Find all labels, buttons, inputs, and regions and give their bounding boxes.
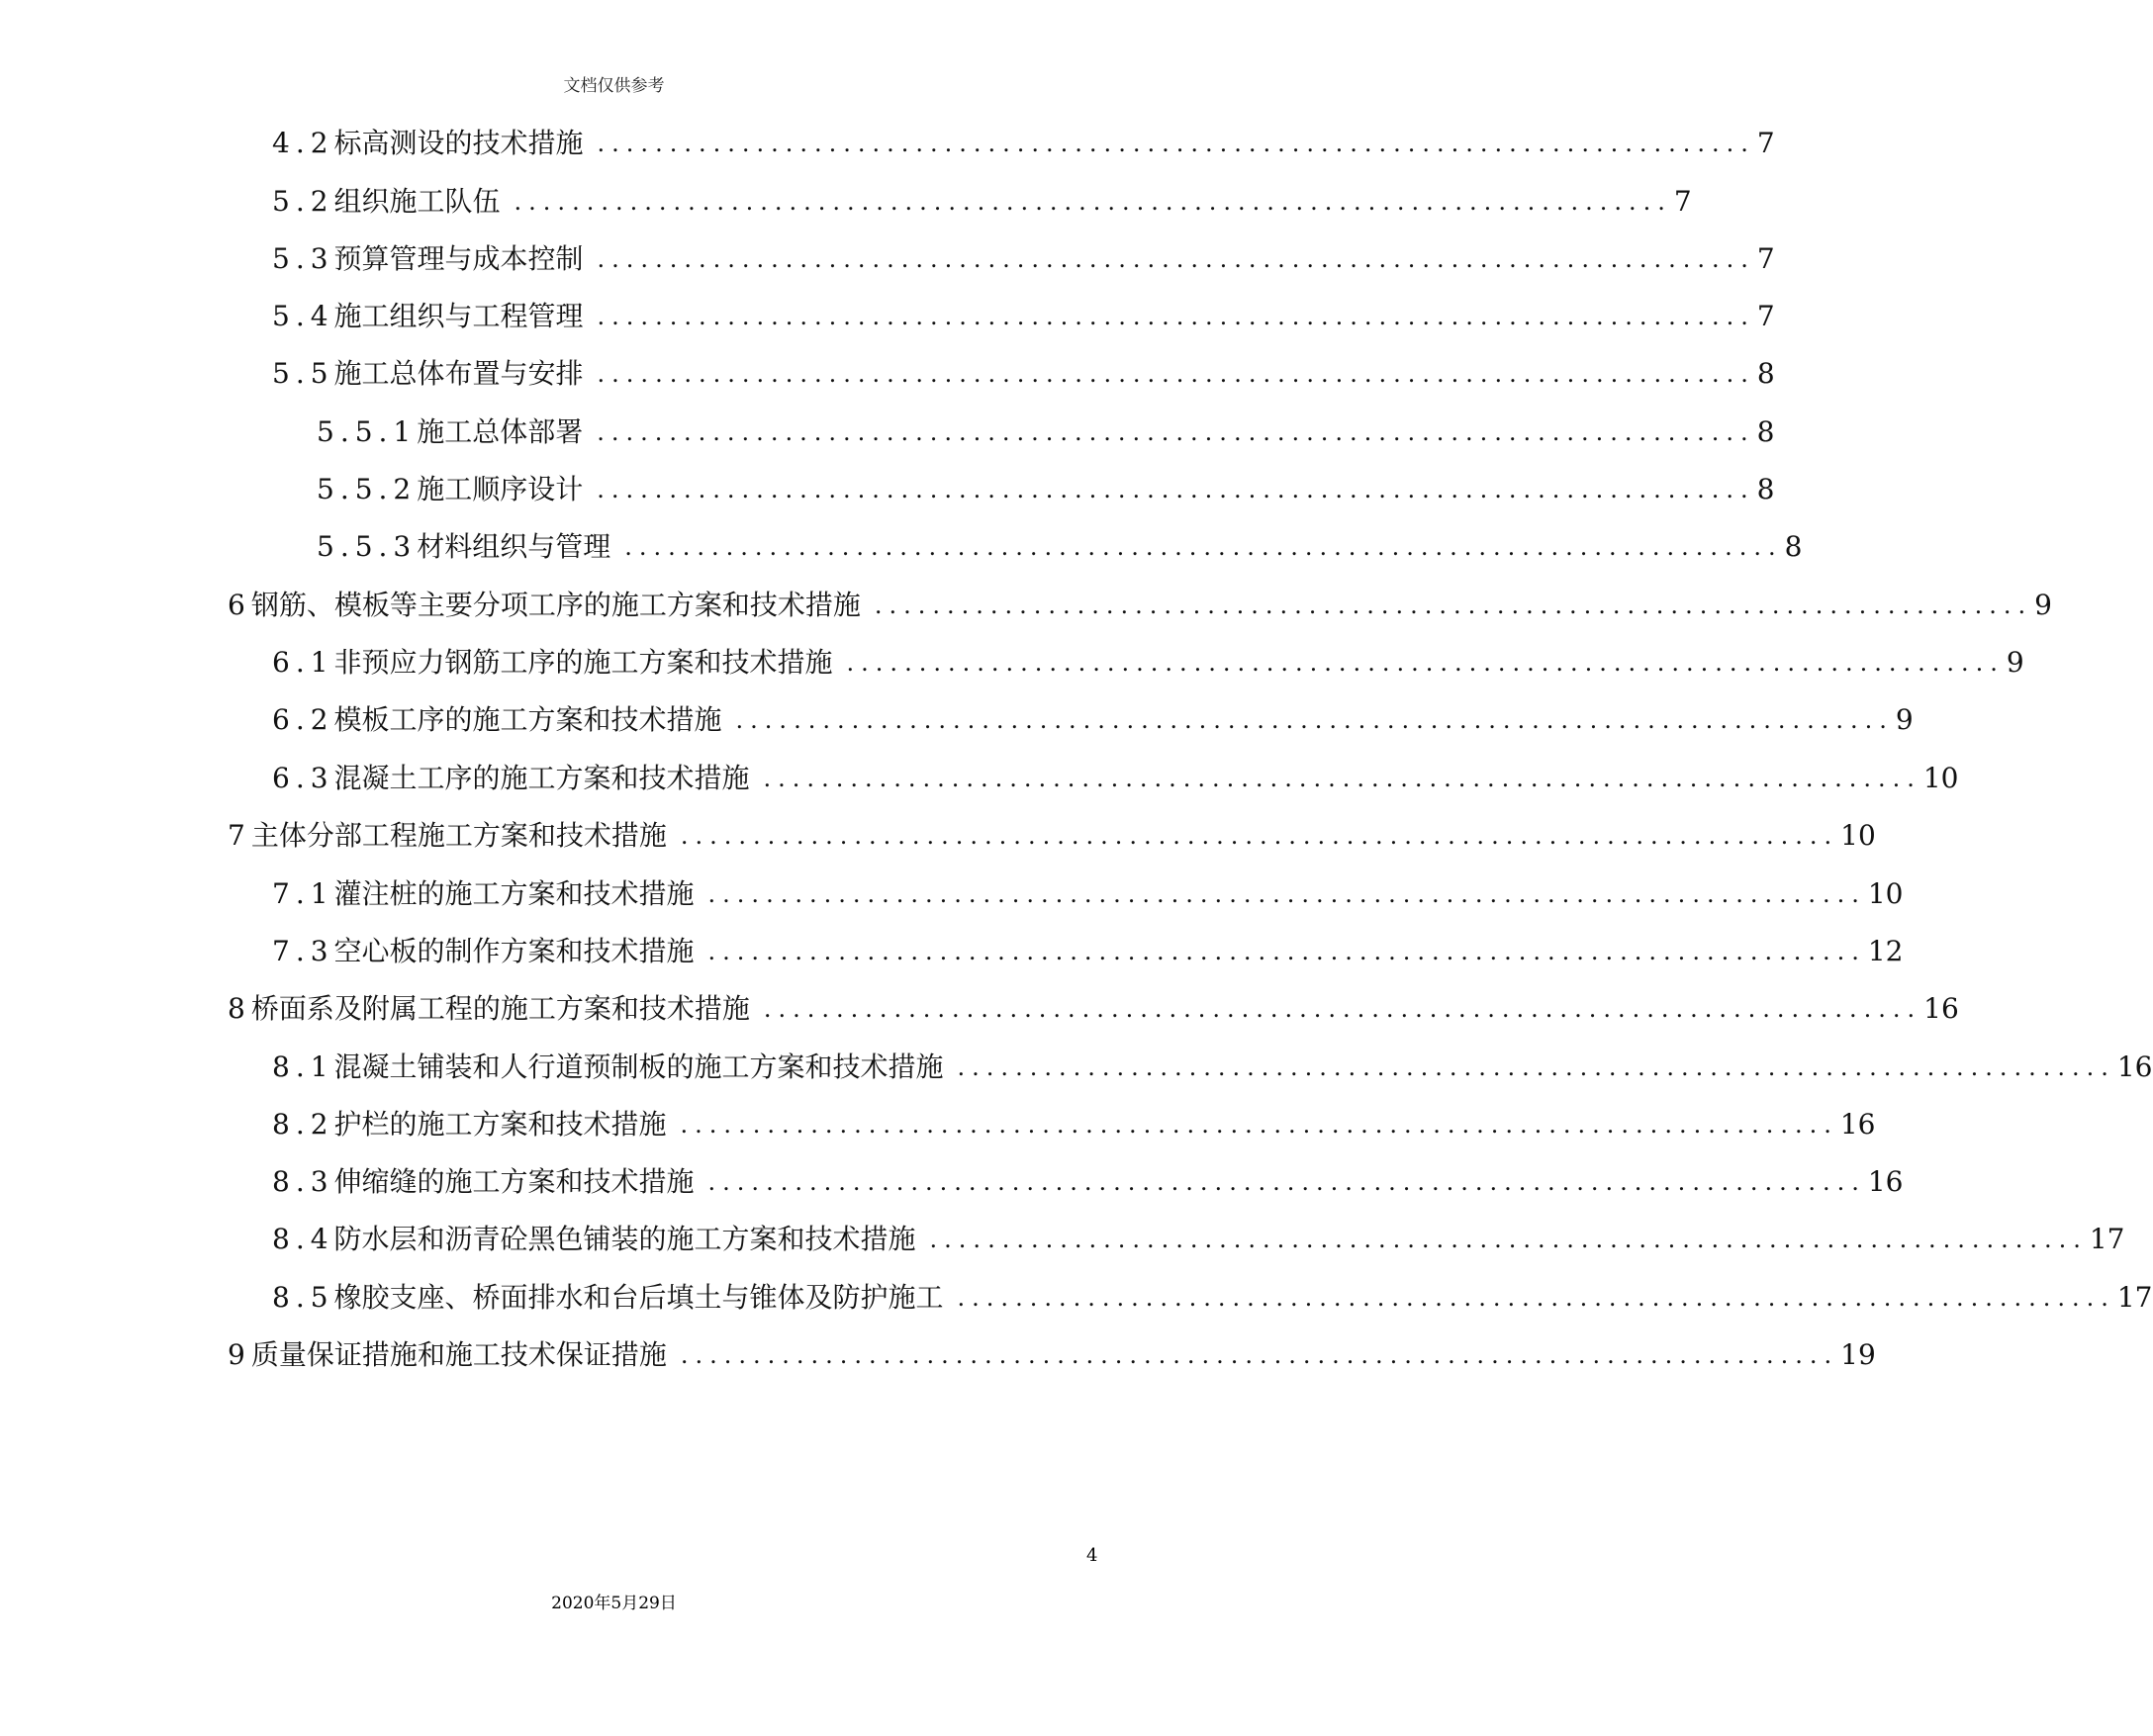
toc-leader-dots: ................................................................................ <box>763 995 1922 1023</box>
toc-leader-dots: ................................................................................ <box>707 938 1866 965</box>
toc-entry-number: 6.2 <box>272 703 334 736</box>
toc-entry[interactable] <box>272 1105 1876 1144</box>
toc-entry-number: 5.5.1 <box>317 415 418 448</box>
toc-entry-page: 16 <box>1923 992 1959 1025</box>
toc-entry-title: 标高测设的技术措施 <box>333 127 584 159</box>
toc-entry[interactable] <box>272 759 1959 798</box>
toc-entry-number: 8.5 <box>272 1281 334 1314</box>
toc-entry[interactable] <box>317 470 1775 509</box>
toc-entry-page: 17 <box>2089 1223 2125 1255</box>
toc-entry-page: 8 <box>1756 473 1775 505</box>
toc-entry-page: 16 <box>1867 1165 1904 1198</box>
toc-leader-dots: ................................................................................ <box>680 1111 1838 1139</box>
toc-leader-dots: ................................................................................ <box>957 1053 2115 1081</box>
toc-entry[interactable] <box>272 297 1775 336</box>
toc-entry[interactable] <box>272 182 1692 222</box>
toc-entry-title: 施工总体部署 <box>417 415 584 448</box>
toc-entry-page: 10 <box>1840 819 1876 852</box>
toc-entry-title: 施工总体布置与安排 <box>333 357 584 390</box>
toc-entry-number: 4.2 <box>272 127 334 159</box>
toc-entry[interactable] <box>272 1048 2153 1087</box>
toc-entry-page: 17 <box>2116 1281 2153 1314</box>
toc-leader-dots: ................................................................................ <box>597 360 1755 388</box>
toc-entry[interactable] <box>272 239 1775 279</box>
toc-entry-page: 10 <box>1867 877 1904 910</box>
toc-entry-page: 16 <box>2116 1051 2153 1083</box>
toc-leader-dots: ................................................................................ <box>874 592 2033 619</box>
toc-leader-dots: ................................................................................ <box>763 765 1921 792</box>
toc-entry-number: 6 <box>228 589 251 621</box>
toc-entry-page: 8 <box>1756 357 1775 390</box>
toc-leader-dots: ................................................................................ <box>929 1226 2088 1253</box>
toc-leader-dots: ................................................................................ <box>624 533 1783 561</box>
toc-entry-number: 8 <box>228 992 251 1025</box>
toc-leader-dots: ................................................................................ <box>597 418 1755 446</box>
toc-entry-title: 橡胶支座、桥面排水和台后填土与锥体及防护施工 <box>333 1281 944 1314</box>
toc-entry-title: 防水层和沥青砼黑色铺装的施工方案和技术措施 <box>333 1223 916 1255</box>
toc-entry[interactable] <box>272 874 1904 914</box>
toc-entry-page: 7 <box>1673 185 1692 218</box>
toc-entry-number: 5.3 <box>272 242 334 275</box>
toc-leader-dots: ................................................................................ <box>846 649 2005 677</box>
toc-entry-number: 8.1 <box>272 1051 334 1083</box>
toc-leader-dots: ................................................................................ <box>514 188 1672 216</box>
page-number: 4 <box>1086 1545 1098 1566</box>
toc-entry-number: 8.4 <box>272 1223 334 1255</box>
footer-date: 2020年5月29日 <box>551 1594 677 1613</box>
toc-entry-number: 5.5 <box>272 357 334 390</box>
toc-leader-dots: ................................................................................ <box>707 1168 1866 1196</box>
toc-entry-page: 10 <box>1922 762 1959 794</box>
toc-entry[interactable] <box>272 1162 1904 1202</box>
toc-entry-title: 模板工序的施工方案和技术措施 <box>333 703 722 736</box>
toc-entry-number: 8.2 <box>272 1108 334 1141</box>
toc-leader-dots: ................................................................................ <box>957 1284 2115 1312</box>
toc-entry[interactable] <box>228 586 2052 625</box>
toc-entry-page: 16 <box>1839 1108 1876 1141</box>
toc-entry-number: 5.5.3 <box>317 530 418 563</box>
toc-entry[interactable] <box>272 643 2024 683</box>
toc-entry-page: 9 <box>2034 589 2052 621</box>
toc-entry[interactable] <box>228 1335 1876 1375</box>
toc-leader-dots: ................................................................................ <box>597 245 1755 273</box>
toc-entry-title: 预算管理与成本控制 <box>333 242 584 275</box>
toc-entry-number: 7.1 <box>272 877 334 910</box>
toc-entry[interactable] <box>228 816 1876 856</box>
toc-leader-dots: ................................................................................ <box>597 130 1755 157</box>
toc-entry[interactable] <box>272 1278 2153 1318</box>
toc-entry-number: 9 <box>228 1338 251 1371</box>
toc-entry[interactable] <box>228 989 1959 1029</box>
toc-entry[interactable] <box>272 1220 2125 1259</box>
toc-entry-title: 灌注桩的施工方案和技术措施 <box>333 877 695 910</box>
toc-entry-title: 混凝土工序的施工方案和技术措施 <box>333 762 750 794</box>
toc-entry-number: 6.1 <box>272 646 334 679</box>
toc-entry-number: 6.3 <box>272 762 334 794</box>
toc-entry[interactable] <box>272 932 1904 971</box>
toc-leader-dots: ................................................................................ <box>597 476 1755 503</box>
toc-entry-page: 7 <box>1756 300 1775 332</box>
toc-entry-title: 主体分部工程施工方案和技术措施 <box>250 819 667 852</box>
toc-entry-page: 19 <box>1840 1338 1876 1371</box>
toc-entry-page: 9 <box>2006 646 2024 679</box>
toc-entry-page: 7 <box>1756 127 1775 159</box>
toc-entry-title: 质量保证措施和施工技术保证措施 <box>250 1338 667 1371</box>
toc-entry-title: 施工组织与工程管理 <box>333 300 584 332</box>
toc-entry-title: 施工顺序设计 <box>417 473 584 505</box>
toc-leader-dots: ................................................................................ <box>707 880 1866 908</box>
toc-entry-page: 8 <box>1784 530 1803 563</box>
toc-leader-dots: ................................................................................ <box>680 1341 1839 1369</box>
toc-entry[interactable] <box>317 527 1803 567</box>
toc-entry-title: 非预应力钢筋工序的施工方案和技术措施 <box>333 646 833 679</box>
toc-leader-dots: ................................................................................ <box>735 706 1894 734</box>
toc-leader-dots: ................................................................................ <box>680 822 1839 850</box>
toc-entry-number: 8.3 <box>272 1165 334 1198</box>
toc-entry-title: 空心板的制作方案和技术措施 <box>333 935 695 967</box>
document-header: 文档仅供参考 <box>563 76 665 96</box>
toc-entry-title: 混凝土铺装和人行道预制板的施工方案和技术措施 <box>333 1051 944 1083</box>
toc-entry-number: 5.4 <box>272 300 334 332</box>
toc-entry-page: 12 <box>1867 935 1904 967</box>
toc-entry-page: 9 <box>1895 703 1914 736</box>
toc-entry-page: 8 <box>1756 415 1775 448</box>
toc-entry-number: 7.3 <box>272 935 334 967</box>
toc-entry[interactable] <box>272 700 1914 740</box>
toc-entry-number: 5.2 <box>272 185 334 218</box>
toc-entry[interactable] <box>272 124 1775 163</box>
toc-entry[interactable] <box>272 354 1775 394</box>
toc-entry-title: 钢筋、模板等主要分项工序的施工方案和技术措施 <box>250 589 861 621</box>
toc-entry-title: 组织施工队伍 <box>333 185 501 218</box>
toc-entry[interactable] <box>317 412 1775 452</box>
toc-entry-number: 5.5.2 <box>317 473 418 505</box>
toc-entry-title: 护栏的施工方案和技术措施 <box>333 1108 667 1141</box>
toc-entry-title: 伸缩缝的施工方案和技术措施 <box>333 1165 695 1198</box>
toc-entry-number: 7 <box>228 819 251 852</box>
toc-entry-title: 桥面系及附属工程的施工方案和技术措施 <box>250 992 750 1025</box>
toc-leader-dots: ................................................................................ <box>597 303 1755 330</box>
toc-entry-page: 7 <box>1756 242 1775 275</box>
toc-entry-title: 材料组织与管理 <box>417 530 611 563</box>
